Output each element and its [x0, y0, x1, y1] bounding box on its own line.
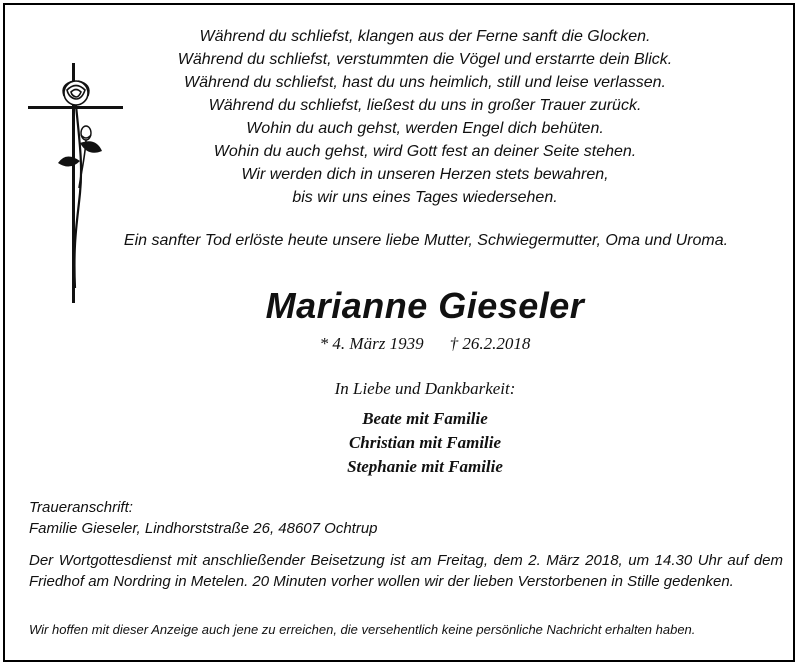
deceased-name: Marianne Gieseler: [265, 285, 585, 326]
address-label: Traueranschrift:: [29, 499, 133, 516]
poem-line: bis wir uns eines Tages wiedersehen.: [292, 189, 558, 206]
poem: [105, 25, 745, 209]
family-member: Christian mit Familie: [348, 433, 502, 452]
service-info: Der Wortgottesdienst mit anschließender Beisetzung ist am Freitag, dem 2. März 2018, um 14.30 Uhr auf dem Friedhof am Nordring in Metelen. 20 Minuten vorher wollen wir der lieben Verstorbenen in Stille gedenken.: [29, 552, 783, 590]
intro-text: Ein sanfter Tod erlöste heute unsere liebe Mutter, Schwiegermutter, Oma und Uroma.: [123, 232, 729, 249]
thanks-line: In Liebe und Dankbarkeit:: [334, 379, 516, 398]
poem-line: Während du schliefst, ließest du uns in großer Trauer zurück.: [208, 97, 642, 114]
life-dates: [235, 334, 615, 354]
poem-line: Wir werden dich in unseren Herzen stets bewahren,: [241, 166, 609, 183]
mourning-address: [29, 497, 529, 539]
poem-line: Während du schliefst, klangen aus der Ferne sanft die Glocken.: [199, 28, 651, 45]
family-member: Beate mit Familie: [362, 409, 488, 428]
poem-line: Wohin du auch gehst, werden Engel dich behüten.: [246, 120, 604, 137]
reach-notice: Wir hoffen mit dieser Anzeige auch jene zu erreichen, die versehentlich keine persönliche Nachricht erhalten haben.: [29, 622, 696, 637]
birth-date: * 4. März 1939: [319, 334, 424, 353]
poem-line: Während du schliefst, hast du uns heimlich, still und leise verlassen.: [183, 74, 666, 91]
address-line: Familie Gieseler, Lindhorststraße 26, 48607 Ochtrup: [29, 520, 378, 537]
family-member: Stephanie mit Familie: [347, 457, 503, 476]
poem-line: Wohin du auch gehst, wird Gott fest an deiner Seite stehen.: [213, 143, 637, 160]
obituary-notice: [3, 3, 795, 662]
death-date: † 26.2.2018: [449, 334, 531, 353]
family-list: [205, 407, 645, 479]
poem-line: Während du schliefst, verstummten die Vögel und erstarrte dein Blick.: [177, 51, 673, 68]
